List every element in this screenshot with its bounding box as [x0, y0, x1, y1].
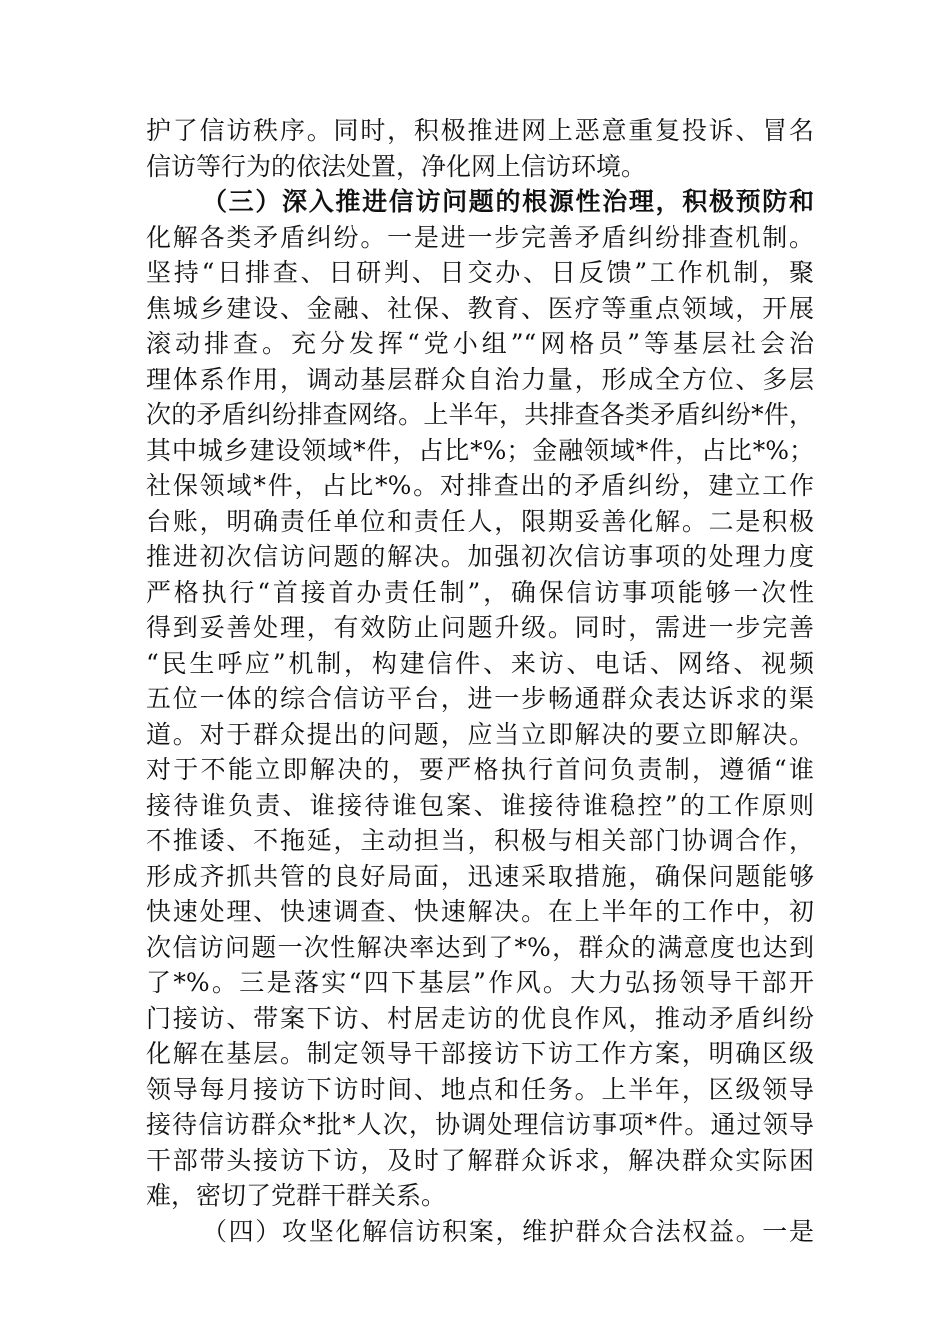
- text-line: 滚动排查。充分发挥“党小组”“网格员”等基层社会治: [146, 329, 814, 358]
- text-line: 了*%。三是落实“四下基层”作风。大力弘扬领导干部开: [146, 968, 814, 997]
- text-line: 接待谁负责、谁接待谁包案、谁接待谁稳控”的工作原则: [146, 790, 814, 820]
- text-line: 五位一体的综合信访平台，进一步畅通群众表达诉求的渠: [146, 684, 814, 713]
- text-line: 焦城乡建设、金融、社保、教育、医疗等重点领域，开展: [146, 293, 814, 323]
- text-line: 难，密切了党群干群关系。: [146, 1181, 447, 1210]
- text-line: 门接访、带案下访、村居走访的优良作风，推动矛盾纠纷: [146, 1003, 814, 1033]
- text-line: 对于不能立即解决的，要严格执行首问负责制，遵循“谁: [146, 755, 814, 784]
- text-line: 严格执行“首接首办责任制”，确保信访事项能够一次性: [146, 577, 814, 607]
- text-line: 护了信访秩序。同时，积极推进网上恶意重复投诉、冒名: [146, 116, 814, 145]
- text-line: （四）攻坚化解信访积案，维护群众合法权益。一是: [202, 1216, 814, 1246]
- text-line: 理体系作用，调动基层群众自治力量，形成全方位、多层: [146, 364, 814, 394]
- text-line: 台账，明确责任单位和责任人，限期妥善化解。二是积极: [146, 506, 814, 536]
- text-line: 推进初次信访问题的解决。加强初次信访事项的处理力度: [146, 542, 814, 571]
- text-line: 化解各类矛盾纠纷。一是进一步完善矛盾纠纷排查机制。: [146, 222, 814, 252]
- section-heading-line: （三）深入推进信访问题的根源性治理，积极预防和: [202, 187, 814, 216]
- text-line: 得到妥善处理，有效防止问题升级。同时，需进一步完善: [146, 613, 814, 642]
- body-text: [146, 113, 814, 1249]
- text-line: 信访等行为的依法处置，净化网上信访环境。: [146, 151, 647, 181]
- text-line: 干部带头接访下访，及时了解群众诉求，解决群众实际困: [146, 1145, 814, 1175]
- text-line: 形成齐抓共管的良好局面，迅速采取措施，确保问题能够: [146, 861, 814, 891]
- text-line: 次信访问题一次性解决率达到了*%，群众的满意度也达到: [146, 932, 814, 962]
- text-line: 次的矛盾纠纷排查网络。上半年，共排查各类矛盾纠纷*件，: [146, 400, 814, 429]
- text-line: 不推诿、不拖延，主动担当，积极与相关部门协调合作，: [146, 826, 814, 855]
- text-line: “民生呼应”机制，构建信件、来访、电话、网络、视频: [146, 648, 814, 678]
- text-line: 化解在基层。制定领导干部接访下访工作方案，明确区级: [146, 1039, 814, 1068]
- text-line: 接待信访群众*批*人次，协调处理信访事项*件。通过领导: [146, 1110, 814, 1139]
- text-line: 其中城乡建设领域*件，占比*%；金融领域*件，占比*%；: [146, 435, 814, 465]
- text-line: 坚持“日排查、日研判、日交办、日反馈”工作机制，聚: [146, 258, 814, 287]
- text-line: 道。对于群众提出的问题，应当立即解决的要立即解决。: [146, 719, 814, 749]
- text-line: 快速处理、快速调查、快速解决。在上半年的工作中，初: [146, 897, 814, 926]
- text-line: 领导每月接访下访时间、地点和任务。上半年，区级领导: [146, 1074, 814, 1104]
- text-line: 社保领域*件，占比*%。对排查出的矛盾纠纷，建立工作: [146, 471, 814, 500]
